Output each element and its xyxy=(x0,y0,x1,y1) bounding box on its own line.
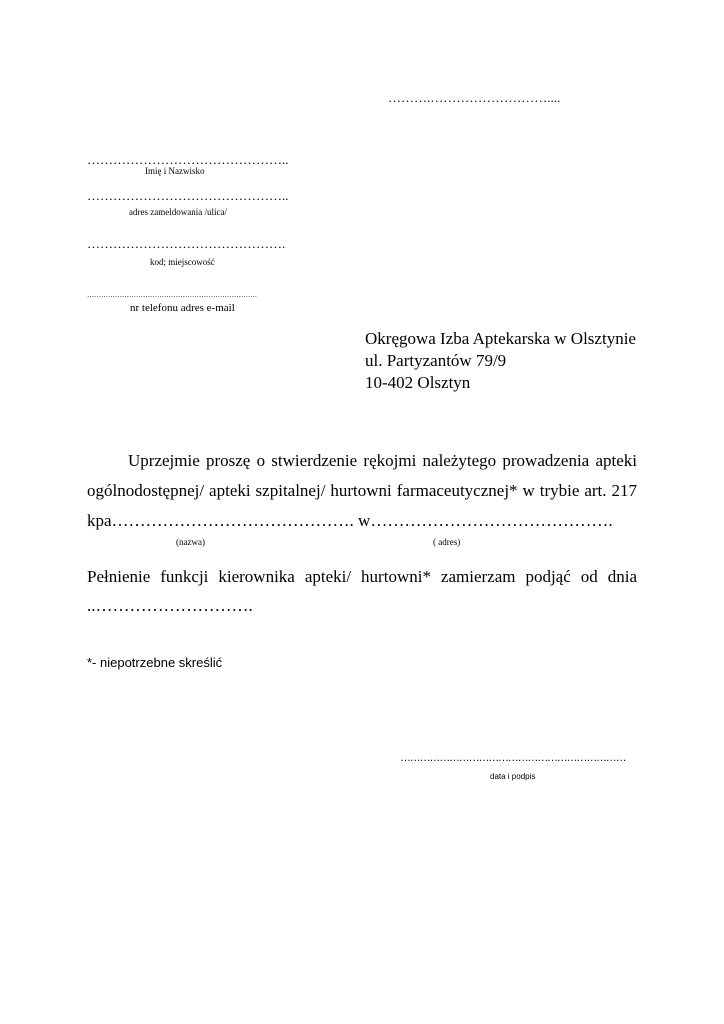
request-text-1: Uprzejmie proszę o stwierdzenie rękojmi należytego prowadzenia apteki xyxy=(128,451,637,470)
signature-label: data i podpis xyxy=(490,772,536,781)
pharmacy-address-label: ( adres) xyxy=(433,537,461,547)
address-field-line: ……………………………………….. xyxy=(87,188,289,203)
city-field-label: kod; miejscowość xyxy=(150,257,215,267)
recipient-address xyxy=(365,328,636,394)
contact-field-label: nr telefonu adres e-mail xyxy=(130,302,235,314)
recipient-street: ul. Partyzantów 79/9 xyxy=(365,351,507,370)
request-line-3: kpa……………………………………. w……………………………………. xyxy=(87,511,613,530)
address-field-label: adres zameldowania /ulica/ xyxy=(129,207,227,217)
name-field-line: ……………………………………….. xyxy=(87,152,289,167)
recipient-city: 10-402 Olsztyn xyxy=(365,373,471,392)
name-field-label: Imię i Nazwisko xyxy=(145,166,205,176)
request-line-2: ogólnodostępnej/ apteki szpitalnej/ hurtowni farmaceutycznej* w trybie art. 217 xyxy=(87,481,637,500)
recipient-name: Okręgowa Izba Aptekarska w Olsztynie xyxy=(365,329,636,348)
footnote: *- niepotrzebne skreślić xyxy=(87,655,223,670)
function-line-1: Pełnienie funkcji kierownika apteki/ hurtowni* zamierzam podjąć od dnia xyxy=(87,567,637,586)
contact-field-line: ………………………………………………………………. xyxy=(87,291,257,299)
request-line-1 xyxy=(87,451,637,471)
pharmacy-name-label: (nazwa) xyxy=(176,537,205,547)
city-field-line: ………………………………………. xyxy=(87,236,286,251)
signature-line: …………………………………………………………… xyxy=(400,752,626,764)
function-date-line: ..………………………. xyxy=(87,596,253,615)
place-date-line: ……….……………………….... xyxy=(388,90,561,105)
